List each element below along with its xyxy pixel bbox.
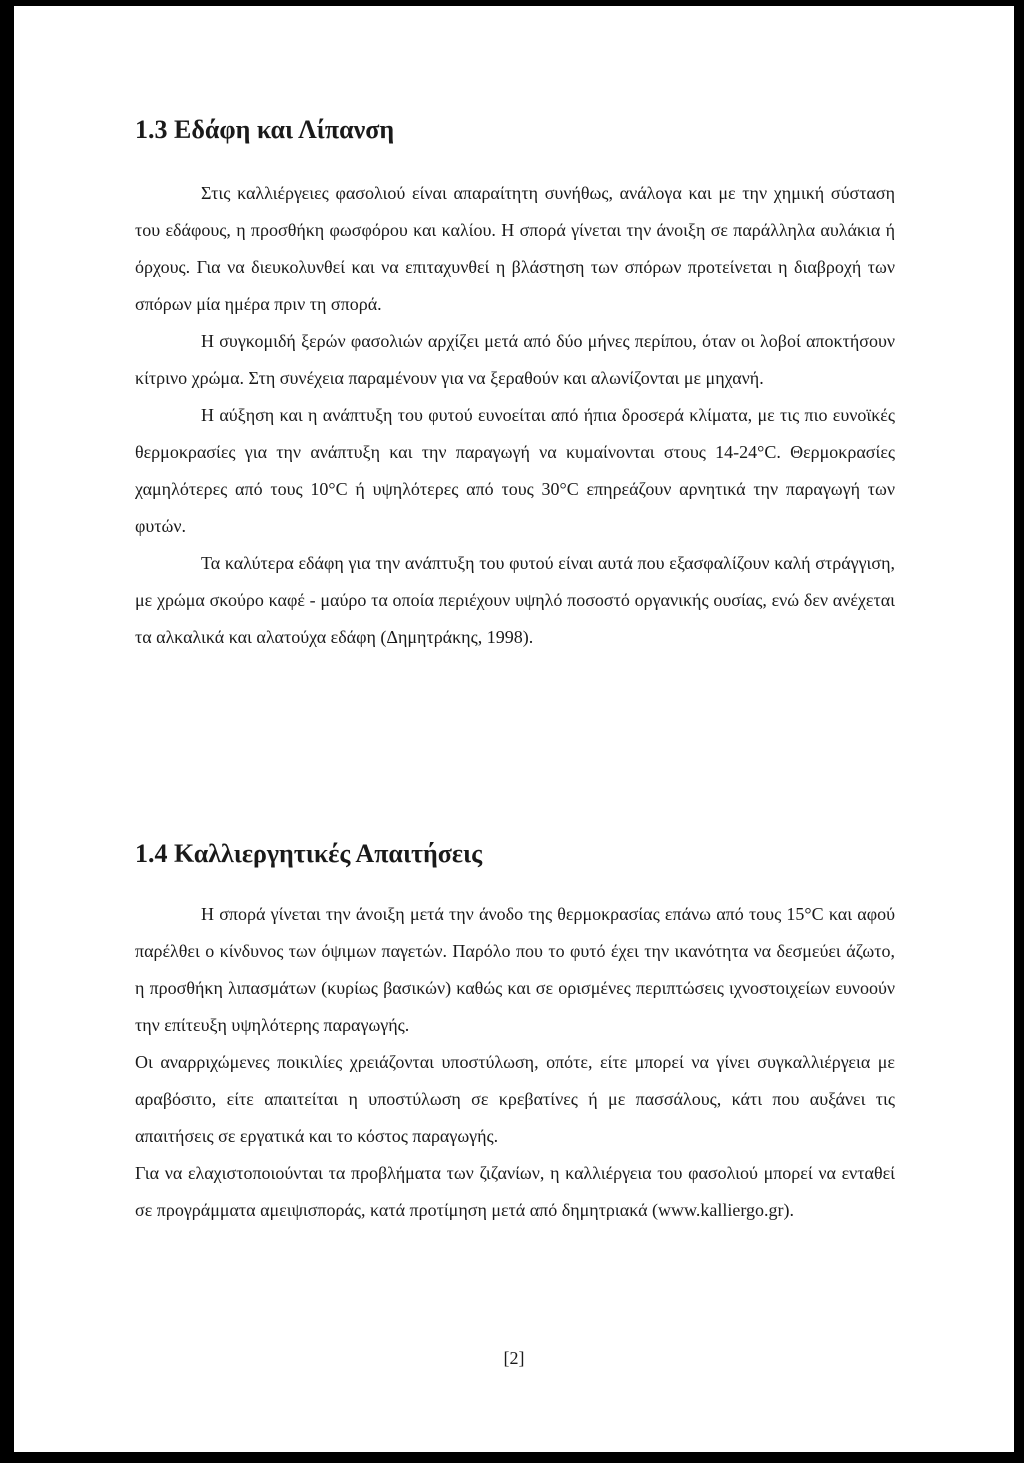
paragraph: Τα καλύτερα εδάφη για την ανάπτυξη του φυτού είναι αυτά που εξασφαλίζουν καλή στράγγιση, με χρώμα σκούρο καφέ - μαύρο τα οποία περιέχουν υψηλό ποσοστό οργανικής ουσίας, ενώ δεν ανέχεται τα αλκαλικά και αλατούχα εδάφη (Δημητράκης, 1998). (135, 553, 895, 647)
page-content (135, 110, 895, 1220)
section-cultivation-requirements (135, 834, 895, 1229)
section-soils-fertilization (135, 110, 895, 656)
paragraph: Η αύξηση και η ανάπτυξη του φυτού ευνοείται από ήπια δροσερά κλίματα, με τις πιο ευνοϊκές θερμοκρασίες για την ανάπτυξη και την παραγωγή να κυμαίνονται στους 14-24°C. Θερμοκρασίες χαμηλότερες από τους 10°C ή υψηλότερες από τους 30°C επηρεάζουν αρνητικά την παραγωγή των φυτών. (135, 405, 895, 536)
paragraph: Στις καλλιέργειες φασολιού είναι απαραίτητη συνήθως, ανάλογα και με την χημική σύσταση του εδάφους, η προσθήκη φωσφόρου και καλίου. Η σπορά γίνεται την άνοιξη σε παράλληλα αυλάκια ή όρχους. Για να διευκολυνθεί και να επιταχυνθεί η βλάστηση των σπόρων προτείνεται η διαβροχή των σπόρων μία ημέρα πριν τη σπορά. (135, 183, 895, 314)
section-heading-1-3: 1.3 Εδάφη και Λίπανση (135, 115, 395, 144)
section-heading-1-4: 1.4 Καλλιεργητικές Απαιτήσεις (135, 839, 483, 868)
document-page (14, 6, 1014, 1452)
page-number: [2] (503, 1348, 525, 1368)
paragraph: Για να ελαχιστοποιούνται τα προβλήματα των ζιζανίων, η καλλιέργεια του φασολιού μπορεί να ενταθεί σε προγράμματα αμειψισποράς, κατά προτίμηση μετά από δημητριακά (www.kalliergo.gr). (135, 1163, 895, 1220)
paragraph: Οι αναρριχώμενες ποικιλίες χρειάζονται υποστύλωση, οπότε, είτε μπορεί να γίνει συγκαλλιέργεια με αραβόσιτο, είτε απαιτείται η υποστύλωση σε κρεβατίνες ή με πασσάλους, κάτι που αυξάνει τις απαιτήσεις σε εργατικά και το κόστος παραγωγής. (135, 1052, 895, 1146)
paragraph: Η σπορά γίνεται την άνοιξη μετά την άνοδο της θερμοκρασίας επάνω από τους 15°C και αφού παρέλθει ο κίνδυνος των όψιμων παγετών. Παρόλο που το φυτό έχει την ικανότητα να δεσμεύει άζωτο, η προσθήκη λιπασμάτων (κυρίως βασικών) καθώς και σε ορισμένες περιπτώσεις ιχνοστοιχείων ευνοούν την επίτευξη υψηλότερης παραγωγής. (135, 904, 895, 1035)
paragraph: Η συγκομιδή ξερών φασολιών αρχίζει μετά από δύο μήνες περίπου, όταν οι λοβοί αποκτήσουν κίτρινο χρώμα. Στη συνέχεια παραμένουν για να ξεραθούν και αλωνίζονται με μηχανή. (135, 331, 895, 388)
